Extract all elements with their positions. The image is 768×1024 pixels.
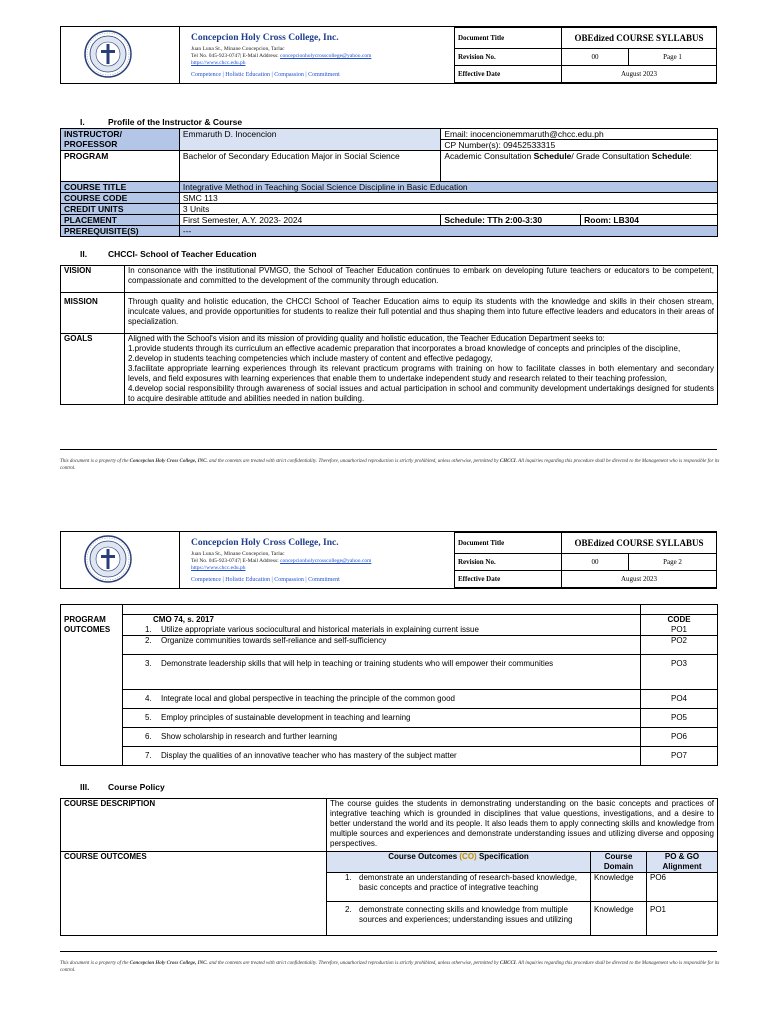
section2-title [80, 249, 257, 259]
credit-label: CREDIT UNITS [61, 204, 180, 215]
po-num: 1. [145, 625, 152, 634]
po-row [123, 655, 641, 690]
goals-list [125, 334, 718, 405]
po-row [123, 709, 641, 728]
co-text: demonstrate an understanding of research-based knowledge, basic concepts and practice of integrative teaching [359, 873, 577, 892]
section2-num: II. [80, 249, 88, 259]
school-contact [191, 558, 371, 564]
program-label: PROGRAM [61, 151, 180, 182]
effective-label: Effective Date [455, 570, 562, 587]
co-domain: Knowledge [591, 873, 647, 902]
effective-date: August 2023 [562, 65, 717, 82]
co-num: 1. [345, 873, 352, 882]
footer-text-d: CHCCI [499, 961, 516, 966]
po-num: 2. [145, 636, 152, 645]
co-alignment: PO6 [647, 873, 718, 902]
course-title: Integrative Method in Teaching Social Science Discipline in Basic Education [179, 182, 717, 193]
po-num: 5. [145, 713, 152, 722]
effective-label: Effective Date [455, 65, 562, 82]
consult-text-d: Schedule [651, 151, 690, 161]
alignment-header: PO & GO Alignment [647, 852, 718, 873]
school-motto: Competence | Holistic Education | Compassion | Commitment [191, 72, 340, 78]
effective-date: August 2023 [562, 570, 717, 587]
footer-rule [60, 951, 717, 952]
consult-text-a: Academic Consultation [444, 151, 534, 161]
po-code: PO6 [641, 728, 718, 747]
footer-text-d: CHCCI [499, 459, 516, 464]
school-contact [191, 53, 371, 59]
mission-text: Through quality and holistic education, the CHCCI School of Teacher Education aims to equip its students with the knowledge and skills in their chosen stream, inculcate values, and provide opportunities for students to realize their full potential and thus shaping them into future effective leaders and educators in their areas of specialization. [125, 293, 718, 334]
footer-text-c: and the contents are treated with strict confidentiality. Therefore, unauthorized reproduction is strictly prohibited, unless otherwise, permitted by [207, 459, 500, 464]
footer-text-e: . All inquiries regarding this procedure shall be directed to the Management who is responsible for its control. [60, 961, 720, 973]
email-link[interactable]: concepcionholycrosscollege@yahoo.com [280, 53, 372, 59]
po-num: 6. [145, 732, 152, 741]
school-info [179, 27, 455, 83]
course-title-label: COURSE TITLE [61, 182, 180, 193]
po-text: Employ principles of sustainable development in teaching and learning [161, 713, 411, 722]
page2-header [60, 531, 717, 589]
po-row [123, 728, 641, 747]
co-header-c: Specification [476, 852, 529, 861]
goal-item: 3.facilitate appropriate learning experiences through its relevant practicum programs with training on how to facilitate classes in both elementary and secondary levels, and field exposures with learning experiences that enable them to undertake independent study and research related to their teaching profession, [128, 364, 714, 383]
program-value: Bachelor of Secondary Education Major in Social Science [179, 151, 440, 182]
po-text: Demonstrate leadership skills that will help in teaching or training students who will empower their communities [161, 659, 554, 668]
po-code: PO4 [641, 690, 718, 709]
school-info [179, 532, 455, 588]
placement-value: First Semester, A.Y. 2023- 2024 [179, 215, 440, 226]
school-seal-logo [83, 29, 133, 79]
co-header [327, 852, 591, 873]
footer-rule [60, 449, 717, 450]
po-row [123, 747, 641, 766]
co-row [327, 902, 591, 936]
course-desc-label: COURSE DESCRIPTION [61, 799, 327, 852]
school-seal-logo [83, 534, 133, 584]
school-name: Concepcion Holy Cross College, Inc. [191, 538, 339, 548]
instructor-email: Email: inocencionemmaruth@chcc.edu.ph [444, 129, 604, 139]
revision-label: Revision No. [455, 553, 562, 570]
logo-cell [61, 27, 180, 83]
vmg-table [60, 265, 718, 405]
section3-title-text: Course Policy [108, 782, 165, 792]
consult-text-c: / Grade Consultation [571, 151, 652, 161]
goal-item: 2.develop in students teaching competencies which include mastery of content and effective pedagogy, [128, 354, 493, 363]
section1-title [80, 117, 242, 127]
co-num: 2. [345, 905, 352, 914]
po-text: Show scholarship in research and further learning [161, 732, 338, 741]
tel-text: Tel No. 045-923-0747| E-Mail Address: [191, 53, 281, 59]
doc-title-label: Document Title [455, 28, 562, 49]
po-row [123, 636, 641, 655]
tel-text: Tel No. 045-923-0747| E-Mail Address: [191, 558, 281, 564]
co-domain: Knowledge [591, 902, 647, 936]
mission-label: MISSION [61, 293, 125, 334]
po-num: 4. [145, 694, 152, 703]
doc-meta [454, 27, 717, 83]
class-room: Room: LB304 [581, 215, 718, 226]
footer-text-a: This document is a property of the [60, 961, 130, 966]
website-link[interactable]: https://www.chcc.edu.ph [191, 60, 246, 66]
doc-title-label: Document Title [455, 533, 562, 554]
prereq-value: --- [179, 226, 717, 237]
course-desc: The course guides the students in demonstrating understanding on the basic concepts and practices of integrative teaching which is grounded in disciplines that value questions, investigations, and a desire to better understand the world and its people. It also leads them to apply connecting skills and knowledge from multiple sources and experiences and demonstrate understanding issues and utilizing diverse and opposing perspectives. [327, 799, 718, 852]
program-outcomes-label-b: OUTCOMES [61, 625, 123, 766]
po-code: PO1 [641, 625, 718, 636]
prereq-label: PREREQUISITE(S) [61, 226, 180, 237]
page-number: Page 2 [629, 553, 717, 570]
footer-text-c: and the contents are treated with strict confidentiality. Therefore, unauthorized reproduction is strictly prohibited, unless otherwise, permitted by [207, 961, 500, 966]
doc-meta [454, 532, 717, 588]
instructor-name: Emmaruth D. Inocencion [179, 129, 440, 151]
po-row [123, 625, 641, 636]
instructor-contact [441, 129, 718, 151]
po-code: PO7 [641, 747, 718, 766]
code-header: CODE [641, 615, 718, 626]
course-policy-table [60, 798, 718, 936]
goal-item: 4.develop social responsibility through awareness of social issues and actual participation in school and community development undertakings designed for students to acquire desirable attitude and abilities needed in nation building. [128, 384, 714, 403]
program-outcomes-label-a: PROGRAM [61, 615, 123, 626]
course-outcomes-label: COURSE OUTCOMES [61, 852, 327, 936]
page1-header [60, 26, 717, 84]
vision-label: VISION [61, 266, 125, 293]
po-text: Display the qualities of an innovative teacher who has mastery of the subject matter [161, 751, 457, 760]
consult-text-b: Schedule [533, 151, 572, 161]
consultation-schedule [441, 151, 718, 182]
cmo-label: CMO 74, s. 2017 [123, 615, 641, 626]
footer-text-e: . All inquiries regarding this procedure shall be directed to the Management who is responsible for its control. [60, 459, 720, 471]
po-text: Integrate local and global perspective in teaching the principle of the common good [161, 694, 455, 703]
credit-units: 3 Units [179, 204, 717, 215]
class-schedule: Schedule: TTh 2:00-3:30 [441, 215, 581, 226]
section1-title-text: Profile of the Instructor & Course [108, 117, 243, 127]
po-text: Utilize appropriate various sociocultural and historical materials in explaining current issue [161, 625, 479, 634]
placement-label: PLACEMENT [61, 215, 180, 226]
page1-footer [60, 459, 720, 472]
po-num: 3. [145, 659, 152, 668]
instructor-cp: CP Number(s): 09452533315 [441, 139, 717, 150]
logo-cell [61, 532, 180, 588]
revision-value: 00 [562, 48, 629, 65]
website-link[interactable]: https://www.chcc.edu.ph [191, 565, 246, 571]
po-row [123, 690, 641, 709]
vision-text: In consonance with the institutional PVMGO, the School of Teacher Education continues to embark on developing future teachers or educators to be competent, compassionate and committed to the development of the community through education. [125, 266, 718, 293]
page2-footer [60, 961, 720, 974]
doc-title: OBEdized COURSE SYLLABUS [562, 28, 717, 49]
consult-text-e: : [689, 151, 692, 161]
school-address: Juan Luna St., Minane Concepcion, Tarlac [191, 551, 285, 557]
po-code: PO5 [641, 709, 718, 728]
po-text: Organize communities towards self-reliance and self-sufficiency [161, 636, 387, 645]
school-motto: Competence | Holistic Education | Compassion | Commitment [191, 577, 340, 583]
co-header-b: (CO) [459, 852, 477, 861]
co-alignment: PO1 [647, 902, 718, 936]
email-link[interactable]: concepcionholycrosscollege@yahoo.com [280, 558, 372, 564]
doc-title: OBEdized COURSE SYLLABUS [562, 533, 717, 554]
instructor-label: INSTRUCTOR/ PROFESSOR [61, 129, 180, 151]
co-text: demonstrate connecting skills and knowledge from multiple sources and experiences; understanding issues and utilizing [359, 905, 573, 924]
profile-table [60, 128, 718, 237]
program-outcomes-table [60, 604, 718, 766]
revision-label: Revision No. [455, 48, 562, 65]
section2-title-text: CHCCI- School of Teacher Education [108, 249, 257, 259]
co-row [327, 873, 591, 902]
page-number: Page 1 [629, 48, 717, 65]
section3-title [80, 782, 165, 792]
revision-value: 00 [562, 553, 629, 570]
course-code: SMC 113 [179, 193, 717, 204]
section1-num: I. [80, 117, 85, 127]
school-address: Juan Luna St., Minane Concepcion, Tarlac [191, 46, 285, 52]
goals-intro: Aligned with the School's vision and its mission of providing quality and holistic education, the Teacher Education Department seeks to: [128, 334, 605, 343]
goals-label: GOALS [61, 334, 125, 405]
domain-header: Course Domain [591, 852, 647, 873]
school-name: Concepcion Holy Cross College, Inc. [191, 33, 339, 43]
footer-text-a: This document is a property of the [60, 459, 130, 464]
co-header-a: Course Outcomes [388, 852, 460, 861]
po-code: PO2 [641, 636, 718, 655]
footer-text-b: Concepcion Holy Cross College, INC. [129, 961, 208, 966]
section3-num: III. [80, 782, 90, 792]
po-num: 7. [145, 751, 152, 760]
footer-text-b: Concepcion Holy Cross College, INC. [129, 459, 208, 464]
goal-item: 1.provide students through its curriculum an effective academic preparation that incorporates a broad knowledge of concepts and principles of the discipline, [128, 344, 681, 353]
course-code-label: COURSE CODE [61, 193, 180, 204]
po-code: PO3 [641, 655, 718, 690]
